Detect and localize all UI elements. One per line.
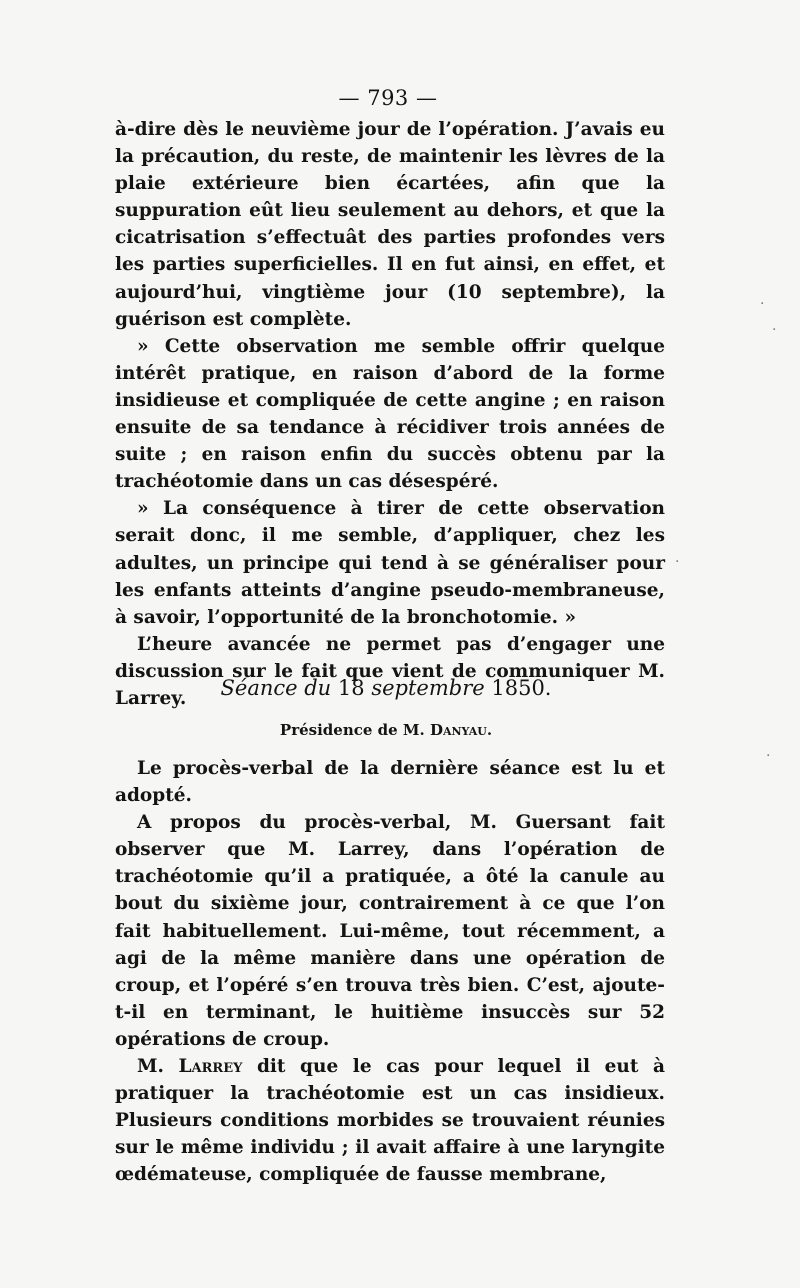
president-name: Danyau. [429, 721, 493, 739]
larrey-name: Larrey [178, 1056, 243, 1078]
paragraph-late-hour: L’heure avancée ne permet pas d’engager une discussion sur le fait que vient de communiquer M. Larrey. [115, 633, 665, 709]
page-number: — 793 — [338, 86, 438, 110]
presidency-line [0, 721, 772, 739]
margin-speck: · [772, 322, 777, 338]
margin-speck: · [760, 296, 765, 312]
paragraph-guersant: A propos du procès-verbal, M. Guersant fait observer que M. Larrey, dans l’opération de trachéotomie qu’il a pratiquée, a ôté la canule au bout du sixième jour, contrairement à ce que l’on fait habituellement. Lui-même, tout récemment, a agi de la même manière dans une opération de croup, et l’opéré s’en trouva très bien. C’est, ajoute-t-il en terminant, le huitième insuccès sur 52 opérations de croup. [115, 812, 665, 1050]
session-heading [0, 676, 772, 700]
session-year: 1850. [491, 676, 552, 700]
paragraph-continuation: à-dire dès le neuvième jour de l’opération. J’avais eu la précaution, du reste, de maintenir les lèvres de la plaie extérieure bien écartées, afin que la suppuration eût lieu seulement au dehors, et que la cicatrisation s’effectuât des parties profondes vers les parties superficielles. Il en fut ainsi, en effet, et aujourd’hui, vingtième jour (10 septembre), la guérison est complète. [115, 119, 665, 330]
paragraph-minutes: Le procès-verbal de la dernière séance est lu et adopté. [115, 758, 665, 807]
margin-speck: · [766, 748, 771, 764]
session-prefix: Séance du [220, 676, 332, 700]
session-day: 18 [337, 676, 365, 700]
session-month: septembre [371, 676, 485, 700]
paragraph-observation: » Cette observation me semble offrir quelque intérêt pratique, en raison d’abord de la forme insidieuse et compliquée de cette angine ; en raison ensuite de sa tendance à récidiver trois années de suite ; en raison enfin du succès obtenu par la trachéotomie dans un cas désespéré. [115, 335, 665, 493]
presidency-prefix: Présidence de M. [279, 721, 425, 739]
larrey-text: dit que le cas pour lequel il eut à pratiquer la trachéotomie est un cas insidieux. Plusieurs conditions morbides se trouvaient réunies sur le même individu ; il avait affaire à une laryngite œdémateuse, compliquée de fausse membrane, [115, 1056, 665, 1186]
text-block-top [115, 116, 665, 712]
larrey-prefix: M. [137, 1056, 164, 1078]
paragraph-consequence: » La conséquence à tirer de cette observation serait donc, il me semble, d’appliquer, chez les adultes, un principe qui tend à se généraliser pour les enfants atteints d’angine pseudo-membraneuse, à savoir, l’opportunité de la bronchotomie. » [115, 498, 665, 628]
text-block-bottom [115, 755, 665, 1189]
margin-speck: · [675, 554, 680, 570]
paragraph-larrey [115, 1053, 665, 1188]
